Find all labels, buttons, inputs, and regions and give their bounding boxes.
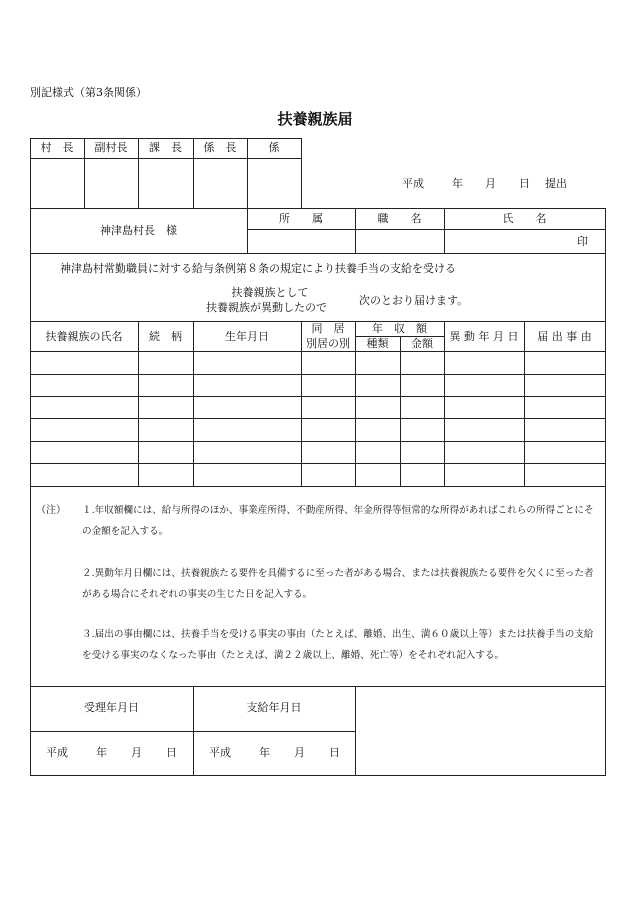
position-label: 職 名 <box>377 212 422 225</box>
paid-date-label: 支給年月日 <box>246 701 302 714</box>
note-item: ３.届出の事由欄には、扶養手当を受ける事実の事由（たとえば、離婚、出生、満６０歳以上等）または扶養手当の支給を受ける事実のなくなった事由（たとえば、満２２歳以上、離婚、死亡等）をそれぞれ記入する。 <box>82 629 594 661</box>
notes-label: （注） <box>36 505 66 516</box>
form-title: 扶養親族届 <box>277 110 353 128</box>
stamp-slot[interactable] <box>194 159 247 208</box>
option-dependent-changed[interactable]: 扶養親族が異動したので <box>206 301 327 314</box>
option-as-dependent[interactable]: 扶養親族として <box>231 286 309 299</box>
column-header-income-type: 種類 <box>366 337 389 350</box>
column-header-birthdate: 生年月日 <box>225 330 269 343</box>
column-header-income-amount: 金額 <box>411 337 433 350</box>
position-field[interactable] <box>356 230 444 253</box>
seal-mark[interactable]: 印 <box>577 235 588 248</box>
addressee: 神津島村長 様 <box>100 224 177 237</box>
remarks-area[interactable] <box>356 687 605 775</box>
affiliation-label: 所 属 <box>279 212 323 225</box>
approval-deputy-head: 副村長 <box>94 141 128 154</box>
column-header-relation: 続 柄 <box>149 330 182 343</box>
stamp-slot[interactable] <box>85 159 138 208</box>
form-page: 別記様式（第3条関係） 扶養親族届 村 長 副村長 課 長 係 長 係 平成 年 月 日 提出 神津島村長 様 所 属 職 名 氏 名 印 神津島村常勤職員に対する給与条例第８条の規定により扶養手当の支給を受ける 扶養親族として 扶養親族が異動したので 次のとおり届けます。 扶養親族の氏名 続 柄 生年月日 同 居 別居の別 年 収 額 種類 金額 異 動 年 月 日 届 出 事 由 （注） １.年収額欄には、給与所得のほか、事業産所得、不動産所得、年金所得等恒常的な所得があればこれらの所得ごとにその金額を記入する。 ２.異動年月日欄には、扶養親族たる要件を具備するに至った者がある場合、または扶養親族たる要件を欠くに至った者がある場合にそれぞれの事実の生じた日を記入する。 ３.届出の事由欄には、扶養手当を受ける事実の事由（たとえば、離婚、出生、満６０歳以上等）または扶養手当の支給を受ける事実のなくなった事由（たとえば、満２２歳以上、離婚、死亡等）をそれぞれ記入する。 受理年月日 支給年月日 平成 年 月 日 平成 年 月 日 <box>0 0 630 915</box>
form-reference: 別記様式（第3条関係） <box>30 86 147 99</box>
approval-subsection-chief: 係 長 <box>203 141 237 154</box>
table-row[interactable] <box>31 352 605 374</box>
name-field[interactable] <box>445 230 565 253</box>
column-header-reason: 届 出 事 由 <box>537 330 592 343</box>
stamp-slot[interactable] <box>139 159 193 208</box>
note-item: １.年収額欄には、給与所得のほか、事業産所得、不動産所得、年金所得等恒常的な所得があればこれらの所得ごとにその金額を記入する。 <box>82 505 594 537</box>
name-label: 氏 名 <box>502 212 547 225</box>
received-date-label: 受理年月日 <box>84 701 139 714</box>
table-row[interactable] <box>31 397 605 418</box>
column-header-annual-income: 年 収 額 <box>372 322 427 335</box>
note-item: ２.異動年月日欄には、扶養親族たる要件を具備するに至った者がある場合、または扶養親族たる要件を欠くに至った者がある場合にそれぞれの事実の生じた日を記入する。 <box>82 568 594 600</box>
table-row[interactable] <box>31 419 605 441</box>
column-header-cohabitation: 同 居 <box>311 322 345 335</box>
approval-staff: 係 <box>268 141 280 154</box>
table-row[interactable] <box>31 375 605 396</box>
column-header-cohabitation-sub: 別居の別 <box>306 337 350 350</box>
approval-section-chief: 課 長 <box>149 141 182 154</box>
approval-village-head: 村 長 <box>40 141 74 154</box>
affiliation-field[interactable] <box>248 230 355 253</box>
column-header-name: 扶養親族の氏名 <box>45 330 123 343</box>
statement-suffix: 次のとおり届けます。 <box>359 294 469 307</box>
table-row[interactable] <box>31 442 605 463</box>
statement-line: 神津島村常勤職員に対する給与条例第８条の規定により扶養手当の支給を受ける <box>60 262 456 275</box>
stamp-slot[interactable] <box>31 159 84 208</box>
column-header-change-date: 異 動 年 月 日 <box>449 330 519 343</box>
stamp-slot[interactable] <box>248 159 301 208</box>
table-row[interactable] <box>31 464 605 486</box>
